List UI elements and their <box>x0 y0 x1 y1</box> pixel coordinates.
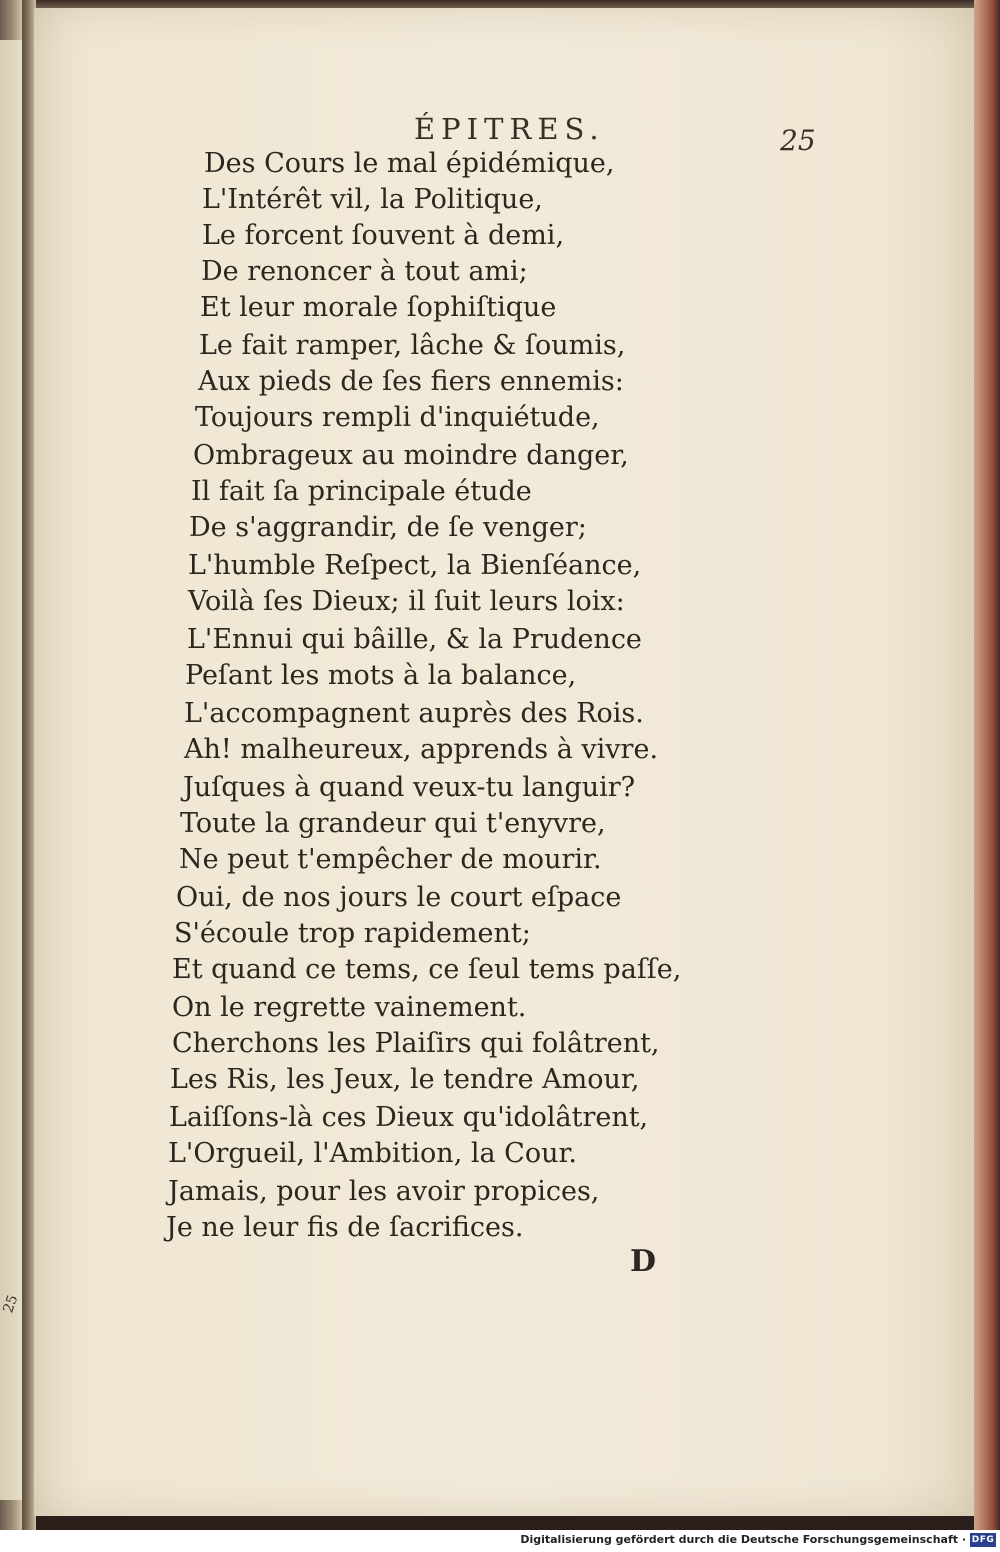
verse-line: Il fait ſa principale étude <box>191 476 532 507</box>
verse-line: L'Ennui qui bâille, & la Prudence <box>187 624 642 655</box>
page-leaf <box>34 8 974 1516</box>
verse-line: Aux pieds de ſes fiers ennemis: <box>198 366 624 397</box>
verse-line: De s'aggrandir, de ſe venger; <box>189 512 587 543</box>
running-head: ÉPITRES. <box>414 112 605 146</box>
book-cover-edge <box>974 0 1000 1530</box>
facing-page-margin-mark: 25 <box>0 1292 22 1316</box>
verse-line: Cherchons les Plaiſirs qui folâtrent, <box>172 1028 660 1059</box>
verse-line: Jamais, pour les avoir propices, <box>168 1176 600 1207</box>
verse-line: L'humble Reſpect, la Bienſéance, <box>188 550 642 581</box>
verse-line: De renoncer à tout ami; <box>201 256 528 287</box>
verse-line: Et leur morale ſophiſtique <box>200 292 557 323</box>
verse-line: Ombrageux au moindre danger, <box>193 440 629 471</box>
funding-credit: Digitalisierung gefördert durch die Deutsche Forschungsgemeinschaft · <box>520 1533 966 1546</box>
verse-line: Le forcent ſouvent à demi, <box>202 220 565 251</box>
verse-line: Des Cours le mal épidémique, <box>204 148 615 179</box>
verse-line: Toute la grandeur qui t'enyvre, <box>180 808 606 839</box>
verse-line: Peſant les mots à la balance, <box>185 660 577 691</box>
verse-line: L'accompagnent auprès des Rois. <box>184 698 644 729</box>
verse-line: Les Ris, les Jeux, le tendre Amour, <box>170 1064 640 1095</box>
digitization-footer <box>0 1530 1000 1552</box>
verse-line: Ne peut t'empêcher de mourir. <box>179 844 602 875</box>
verse-line: Et quand ce tems, ce ſeul tems paſſe, <box>172 954 682 985</box>
dfg-logo-icon: DFG <box>971 1535 995 1545</box>
verse-line: Ah! malheureux, apprends à vivre. <box>184 734 659 765</box>
page-number: 25 <box>780 124 816 157</box>
verse-line: Laiſſons-là ces Dieux qu'idolâtrent, <box>169 1102 649 1133</box>
verse-line: On le regrette vainement. <box>172 992 527 1023</box>
verse-line: Oui, de nos jours le court eſpace <box>176 882 622 913</box>
verse-line: Juſques à quand veux-tu languir? <box>183 772 636 803</box>
verse-line: Toujours rempli d'inquiétude, <box>195 402 600 433</box>
verse-line: S'écoule trop rapidement; <box>174 918 531 949</box>
verse-line: Voilà ſes Dieux; il ſuit leurs loix: <box>188 586 625 617</box>
verse-line: Le fait ramper, lâche & ſoumis, <box>199 330 626 361</box>
verse-line: L'Orgueil, l'Ambition, la Cour. <box>168 1138 577 1169</box>
verse-line: L'Intérêt vil, la Politique, <box>202 184 543 215</box>
verse-line: Je ne leur fis de ſacrifices. <box>166 1212 524 1243</box>
signature-mark: D <box>630 1244 657 1279</box>
